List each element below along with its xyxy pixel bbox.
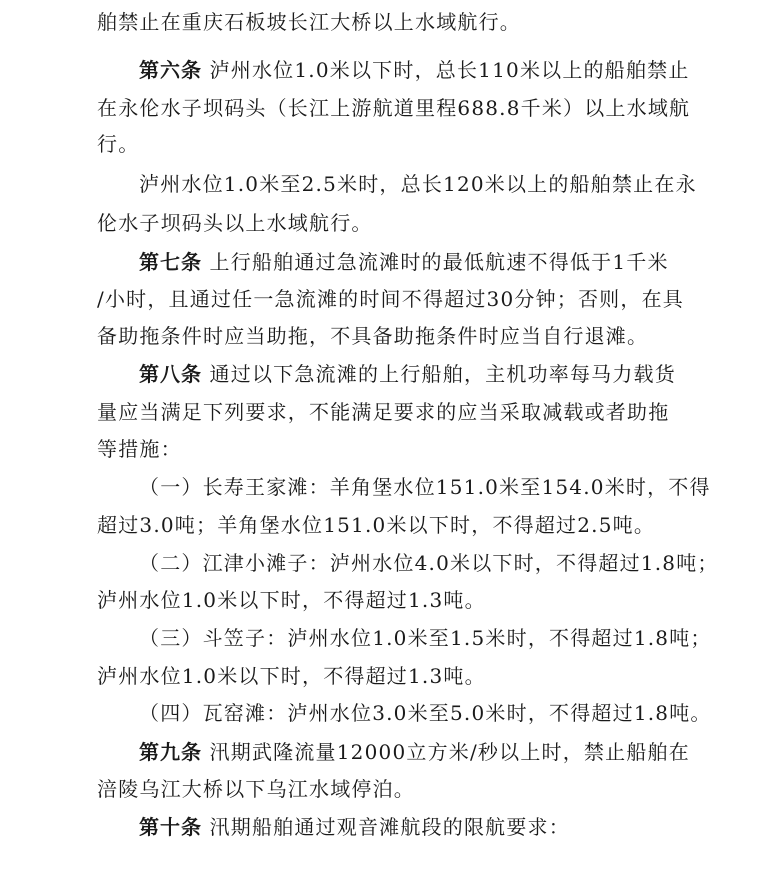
line-text: 泸州水位1.0米以下时，不得超过1.3吨。 bbox=[97, 588, 486, 612]
item-1-line bbox=[139, 473, 711, 501]
article-heading: 第六条 bbox=[139, 58, 202, 82]
text-line-5 bbox=[139, 170, 697, 198]
line-text: 泸州水位1.0米至2.5米时，总长120米以上的船舶禁止在永 bbox=[139, 172, 697, 196]
article-6-line bbox=[139, 56, 690, 84]
line-text: （三）斗笠子：泸州水位1.0米至1.5米时，不得超过1.8吨； bbox=[139, 626, 712, 650]
line-text: 在永伦水子坝码头（长江上游航道里程688.8千米）以上水域航 bbox=[97, 96, 691, 120]
line-text: /小时，且通过任一急流滩的时间不得超过30分钟；否则，在具 bbox=[97, 287, 684, 311]
text-line-11 bbox=[97, 398, 669, 426]
article-10-line bbox=[139, 813, 570, 841]
article-heading: 第九条 bbox=[139, 740, 202, 764]
text-line-9 bbox=[97, 322, 648, 350]
line-text: 上行船舶通过急流滩时的最低航速不得低于1千米 bbox=[202, 250, 669, 274]
line-text: 量应当满足下列要求，不能满足要求的应当采取减载或者助拖 bbox=[97, 400, 670, 424]
line-text: （四）瓦窑滩：泸州水位3.0米至5.0米时，不得超过1.8吨。 bbox=[139, 701, 712, 725]
line-text: 舶禁止在重庆石板坡长江大桥以上水域航行。 bbox=[97, 10, 521, 34]
text-line-1 bbox=[97, 8, 521, 36]
article-9-line bbox=[139, 738, 690, 766]
line-text: （一）长寿王家滩：羊角堡水位151.0米至154.0米时，不得 bbox=[139, 475, 711, 499]
line-text: 备助拖条件时应当助拖，不具备助拖条件时应当自行退滩。 bbox=[97, 324, 649, 348]
text-line-12 bbox=[97, 435, 182, 463]
text-line-16 bbox=[97, 586, 486, 614]
text-line-6 bbox=[97, 209, 373, 237]
item-4-line bbox=[139, 699, 712, 727]
line-text: 汛期武隆流量12000立方米/秒以上时，禁止船舶在 bbox=[202, 740, 690, 764]
line-text: （二）江津小滩子：泸州水位4.0米以下时，不得超过1.8吨； bbox=[139, 551, 719, 575]
text-line-14 bbox=[97, 511, 655, 539]
article-heading: 第七条 bbox=[139, 250, 202, 274]
line-text: 行。 bbox=[97, 132, 140, 156]
line-text: 泸州水位1.0米以下时，总长110米以上的船舶禁止 bbox=[202, 58, 690, 82]
line-text: 伦水子坝码头以上水域航行。 bbox=[97, 211, 373, 235]
article-7-line bbox=[139, 248, 669, 276]
item-2-line bbox=[139, 549, 719, 577]
article-heading: 第十条 bbox=[139, 815, 202, 839]
line-text: 通过以下急流滩的上行船舶，主机功率每马力载货 bbox=[202, 362, 676, 386]
text-line-18 bbox=[97, 662, 486, 690]
line-text: 汛期船舶通过观音滩航段的限航要求： bbox=[202, 815, 570, 839]
text-line-3 bbox=[97, 94, 690, 122]
line-text: 涪陵乌江大桥以下乌江水域停泊。 bbox=[97, 777, 415, 801]
line-text: 超过3.0吨；羊角堡水位151.0米以下时，不得超过2.5吨。 bbox=[97, 513, 656, 537]
line-text: 泸州水位1.0米以下时，不得超过1.3吨。 bbox=[97, 664, 486, 688]
article-8-line bbox=[139, 360, 676, 388]
text-line-8 bbox=[97, 285, 684, 313]
text-line-21 bbox=[97, 775, 415, 803]
item-3-line bbox=[139, 624, 712, 652]
text-line-4 bbox=[97, 130, 139, 158]
article-heading: 第八条 bbox=[139, 362, 202, 386]
line-text: 等措施： bbox=[97, 437, 182, 461]
